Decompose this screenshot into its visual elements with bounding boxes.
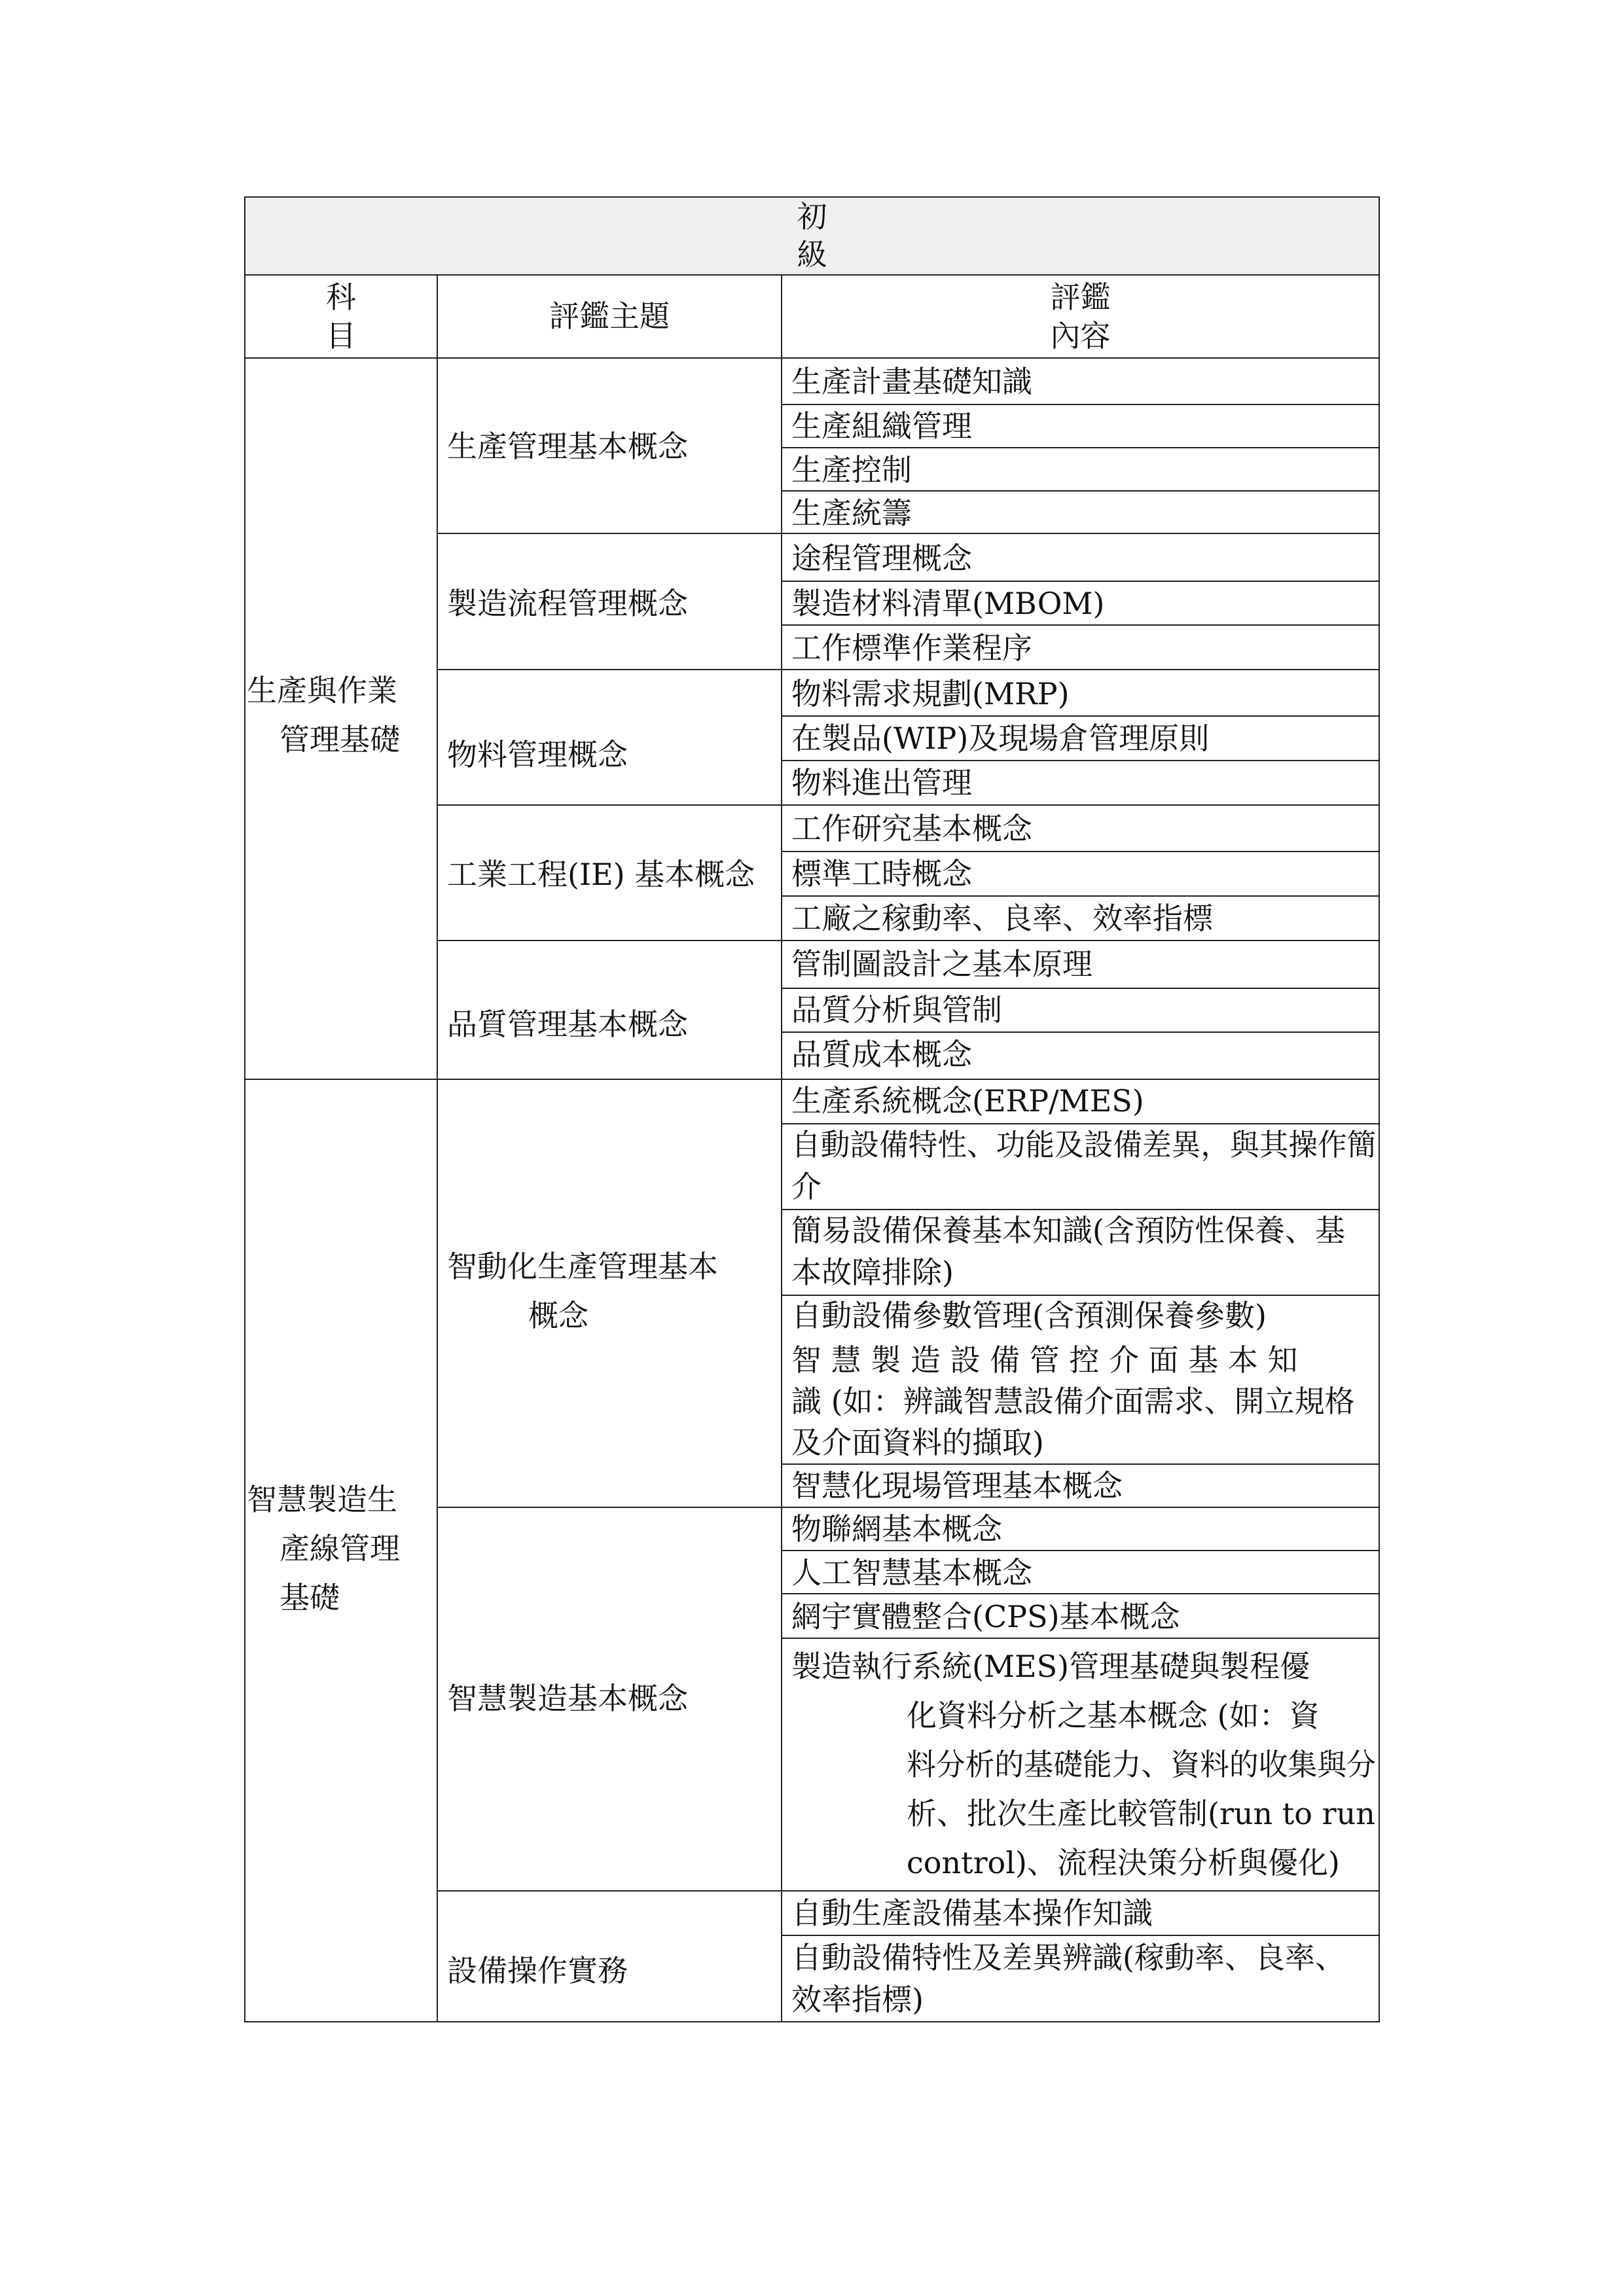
row-divider <box>437 1507 1379 1508</box>
column-divider <box>437 275 438 2022</box>
content-18-line1: 自動設備特性、功能及設備差異，與其操作簡 <box>791 1127 1377 1162</box>
content-8: 物料需求規劃(MRP) <box>791 676 1070 711</box>
content-16: 品質成本概念 <box>791 1037 972 1072</box>
content-20: 自動設備參數管理(含預測保養參數) <box>791 1298 1267 1333</box>
header-subject-line1: 科 <box>326 279 356 315</box>
content-13: 工廠之稼動率、良率、效率指標 <box>791 901 1213 936</box>
row-divider <box>437 804 1379 806</box>
row-divider <box>437 940 1379 941</box>
row-divider <box>781 1593 1379 1594</box>
row-divider <box>245 357 1379 359</box>
content-26-line2: 化資料分析之基本概念 (如：資 <box>907 1698 1320 1733</box>
content-26-line3: 料分析的基礎能力、資料的收集與分 <box>907 1747 1376 1782</box>
row-divider <box>781 895 1379 897</box>
content-25: 網宇實體整合(CPS)基本概念 <box>791 1599 1180 1634</box>
row-divider <box>781 490 1379 492</box>
content-26-line4: 析、批次生產比較管制(run to run <box>907 1796 1375 1831</box>
header-topic: 評鑑主題 <box>549 298 670 334</box>
header-content-line1: 評鑑 <box>1050 279 1111 315</box>
content-21-line1: 智 慧 製 造 設 備 管 控 介 面 基 本 知 <box>791 1342 1298 1378</box>
row-divider <box>781 715 1379 717</box>
content-5: 途程管理概念 <box>791 541 972 576</box>
content-15: 品質分析與管制 <box>791 992 1002 1028</box>
row-divider <box>781 851 1379 852</box>
content-28-line1: 自動設備特性及差異辨識(稼動率、良率、 <box>791 1940 1345 1975</box>
content-14: 管制圖設計之基本原理 <box>791 946 1092 982</box>
content-4: 生產統籌 <box>791 495 912 531</box>
row-divider <box>781 1935 1379 1936</box>
row-divider <box>781 760 1379 761</box>
topic-8: 設備操作實務 <box>447 1953 628 1988</box>
subject-2-line2: 產線管理 <box>280 1531 400 1566</box>
row-divider <box>781 988 1379 989</box>
row-divider <box>437 1890 1379 1892</box>
row-divider <box>781 1550 1379 1551</box>
subject-2-line1: 智慧製造生 <box>247 1482 397 1517</box>
content-26-line1: 製造執行系統(MES)管理基礎與製程優 <box>791 1649 1310 1684</box>
content-7: 工作標準作業程序 <box>791 630 1032 666</box>
topic-5: 品質管理基本概念 <box>447 1007 688 1042</box>
level-title-line2: 級 <box>797 237 827 272</box>
topic-6-line1: 智動化生產管理基本 <box>447 1249 718 1284</box>
content-9: 在製品(WIP)及現場倉管理原則 <box>791 721 1210 756</box>
subject-1-line1: 生產與作業 <box>247 673 397 708</box>
content-19-line1: 簡易設備保養基本知識(含預防性保養、基 <box>791 1213 1345 1248</box>
row-divider <box>781 624 1379 626</box>
topic-3: 物料管理概念 <box>447 737 628 772</box>
content-10: 物料進出管理 <box>791 765 972 800</box>
row-divider <box>781 404 1379 405</box>
topic-4: 工業工程(IE) 基本概念 <box>447 857 755 892</box>
header-subject-line2: 目 <box>326 318 356 353</box>
level-title-line1: 初 <box>797 199 827 234</box>
subject-1-line2: 管理基礎 <box>280 722 400 757</box>
content-24: 人工智慧基本概念 <box>791 1555 1032 1590</box>
content-28-line2: 效率指標) <box>791 1982 924 2017</box>
row-divider <box>781 1031 1379 1033</box>
assessment-table <box>244 196 1380 2022</box>
content-12: 標準工時概念 <box>791 856 972 891</box>
row-divider <box>781 447 1379 448</box>
topic-1: 生產管理基本概念 <box>447 429 688 464</box>
content-3: 生產控制 <box>791 452 912 488</box>
content-26-line5: control)、流程決策分析與優化) <box>907 1845 1340 1880</box>
content-1: 生產計畫基礎知識 <box>791 364 1032 399</box>
content-19-line2: 本故障排除) <box>791 1255 954 1290</box>
content-22: 智慧化現場管理基本概念 <box>791 1468 1123 1503</box>
row-divider <box>781 1463 1379 1465</box>
content-23: 物聯網基本概念 <box>791 1511 1002 1547</box>
row-divider <box>781 1638 1379 1639</box>
subject-2-line3: 基礎 <box>280 1580 340 1615</box>
content-11: 工作研究基本概念 <box>791 811 1032 846</box>
topic-2: 製造流程管理概念 <box>447 586 688 621</box>
topic-7: 智慧製造基本概念 <box>447 1681 688 1716</box>
content-27: 自動生產設備基本操作知識 <box>791 1895 1153 1931</box>
content-18-line2: 介 <box>791 1169 821 1204</box>
column-divider <box>781 275 782 2022</box>
content-17: 生產系統概念(ERP/MES) <box>791 1083 1144 1119</box>
content-21-line2: 識 (如：辨識智慧設備介面需求、開立規格 <box>791 1384 1355 1419</box>
row-divider <box>437 669 1379 670</box>
content-21-line3: 及介面資料的擷取) <box>791 1425 1044 1460</box>
row-divider <box>781 581 1379 582</box>
content-6: 製造材料清單(MBOM) <box>791 586 1105 621</box>
header-content-line2: 內容 <box>1050 318 1111 353</box>
row-divider <box>245 1079 1379 1080</box>
content-2: 生產組織管理 <box>791 408 972 444</box>
topic-6-line2: 概念 <box>528 1298 588 1333</box>
